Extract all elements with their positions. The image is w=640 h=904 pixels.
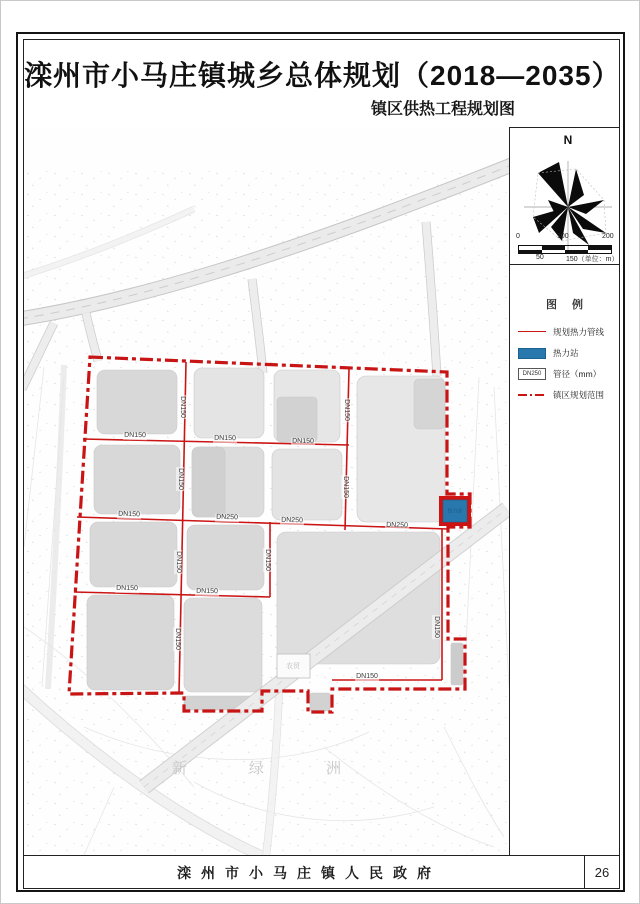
north-label: N — [563, 133, 573, 147]
dnbox-swatch-icon: DN250 — [518, 368, 546, 380]
title-block — [24, 40, 619, 128]
place-name-label: 新绿洲 — [172, 760, 404, 777]
redline-swatch-icon — [518, 326, 546, 338]
map-canvas — [24, 127, 509, 855]
pipe-diameter-label: DN250 — [386, 521, 409, 530]
inner-frame — [23, 39, 620, 889]
legend-item — [518, 326, 619, 338]
content-row — [24, 127, 619, 855]
heating-station-label: 热力站 — [447, 508, 463, 515]
pipe-diameter-label: DN150 — [179, 396, 186, 418]
pipe-diameter-label: DN150 — [196, 587, 218, 596]
legend-item — [518, 347, 619, 359]
scale-tick-0: 0 — [516, 233, 520, 240]
pipe-diameter-label: DN150 — [124, 431, 146, 440]
scale-bar — [518, 245, 612, 254]
sheet-footer — [24, 855, 619, 889]
legend-item-label: 热力站 — [553, 348, 579, 358]
pipe-diameter-label: DN150 — [116, 584, 138, 593]
legend-items — [510, 326, 619, 401]
pipe-diameter-label: DN150 — [214, 434, 236, 443]
market-label: 农贸 — [286, 663, 300, 670]
page-title: 滦州市小马庄镇城乡总体规划（2018—2035） — [24, 60, 621, 91]
pipe-diameter-label: DN250 — [216, 513, 239, 522]
pipe-diameter-label: DN150 — [264, 549, 271, 571]
pipe-diameter-label: DN150 — [343, 399, 350, 421]
map-subtitle: 镇区供热工程规划图 — [370, 101, 515, 118]
page-number: 26 — [594, 865, 610, 880]
issuing-authority: 滦州市小马庄镇人民政府 — [24, 856, 585, 889]
pipe-diameter-label: DN150 — [118, 510, 141, 519]
scale-tick-100: 100 — [557, 233, 569, 240]
legend-item-label: 镇区规划范围 — [553, 390, 605, 400]
bluerect-swatch-icon — [518, 348, 546, 359]
scale-tick-50: 50 — [536, 254, 544, 261]
pipe-diameter-label: DN150 — [433, 616, 440, 638]
legend-item-label: 规划热力管线 — [553, 327, 605, 337]
pipe-diameter-label: DN150 — [177, 468, 184, 490]
pipe-diameter-label: DN250 — [281, 516, 304, 525]
pipe-diameter-label: DN150 — [292, 437, 314, 446]
legend — [510, 264, 619, 410]
scale-tick-150-unit: 150（单位：m） — [566, 256, 619, 263]
legend-item — [518, 389, 619, 401]
pipe-diameter-label: DN150 — [356, 673, 378, 680]
planning-map — [24, 127, 510, 855]
map-marginalia-column — [510, 127, 619, 855]
scale-tick-200: 200 — [602, 233, 614, 240]
pipe-diameter-label: DN150 — [174, 628, 181, 650]
compass-section — [510, 127, 619, 265]
legend-item-label: 管径（mm） — [553, 369, 602, 379]
pipe-diameter-label: DN150 — [175, 551, 182, 573]
dashdot-swatch-icon — [518, 389, 546, 401]
legend-item — [518, 368, 619, 380]
pipe-diameter-label: DN150 — [342, 476, 349, 498]
legend-title: 图 例 — [545, 299, 590, 311]
